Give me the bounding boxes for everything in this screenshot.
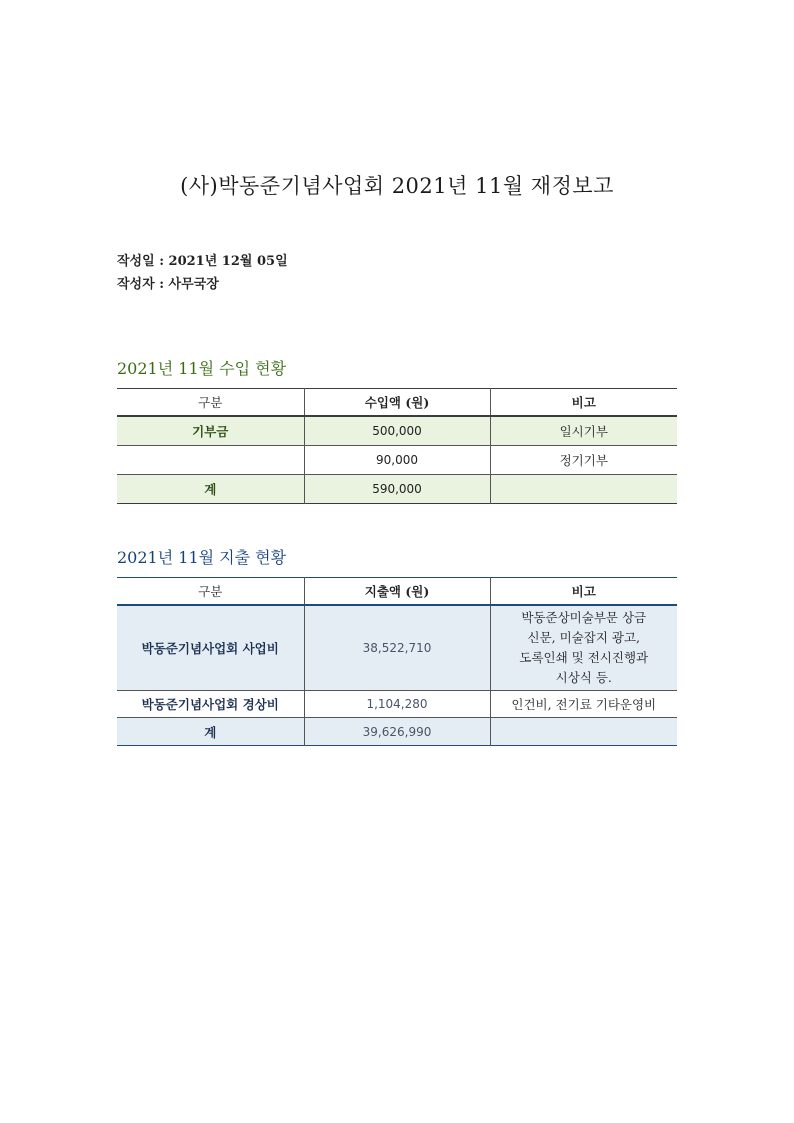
income-header-note: 비고 <box>490 389 677 417</box>
expense-amount-cell: 1,104,280 <box>304 691 490 718</box>
expense-note-line: 신문, 미술잡지 광고, <box>527 630 640 645</box>
expense-category-cell: 박동준기념사업회 경상비 <box>117 691 304 718</box>
page-title: (사)박동준기념사업회 2021년 11월 재정보고 <box>180 174 614 198</box>
expense-table <box>117 577 677 746</box>
expense-total-note <box>490 718 677 746</box>
table-row <box>117 416 677 446</box>
table-row <box>117 446 677 475</box>
table-row <box>117 605 677 691</box>
income-note-cell: 정기기부 <box>490 446 677 475</box>
income-total-note <box>490 475 677 504</box>
expense-note-cell <box>490 605 677 691</box>
income-category-cell: 기부금 <box>192 424 229 439</box>
author-label: 작성자 <box>117 277 155 292</box>
expense-note-line: 시상식 등. <box>555 670 612 685</box>
income-amount-cell: 500,000 <box>304 416 490 446</box>
income-total-row <box>117 475 677 504</box>
income-table <box>117 388 677 504</box>
expense-note-cell: 인건비, 전기료 기타운영비 <box>490 691 677 718</box>
income-total-amount: 590,000 <box>304 475 490 504</box>
expense-note-line: 도록인쇄 및 전시진행과 <box>519 650 649 665</box>
income-header-amount: 수입액 (원) <box>304 389 490 417</box>
author-line <box>117 273 219 292</box>
date-value: : 2021년 12월 05일 <box>154 254 288 269</box>
table-row <box>117 691 677 718</box>
date-label: 작성일 <box>117 254 155 269</box>
expense-header-amount: 지출액 (원) <box>304 578 490 606</box>
expense-note-line: 박동준상미술부문 상금 <box>521 610 647 625</box>
expense-category-cell: 박동준기념사업회 사업비 <box>117 605 304 691</box>
expense-amount-cell: 38,522,710 <box>304 605 490 691</box>
income-section-title: 2021년 11월 수입 현황 <box>117 359 287 378</box>
income-category-cell <box>117 446 304 475</box>
expense-header-row <box>117 578 677 606</box>
income-total-label: 계 <box>117 475 304 504</box>
income-note-cell: 일시기부 <box>490 416 677 446</box>
expense-header-category: 구분 <box>117 578 304 606</box>
income-header-row <box>117 389 677 417</box>
income-header-category: 구분 <box>117 389 304 417</box>
date-line <box>117 250 288 269</box>
income-amount-cell: 90,000 <box>304 446 490 475</box>
expense-section-title: 2021년 11월 지출 현황 <box>117 548 287 567</box>
expense-total-label: 계 <box>117 718 304 746</box>
expense-header-note: 비고 <box>490 578 677 606</box>
author-value: : 사무국장 <box>154 277 219 292</box>
expense-total-amount: 39,626,990 <box>304 718 490 746</box>
expense-total-row <box>117 718 677 746</box>
